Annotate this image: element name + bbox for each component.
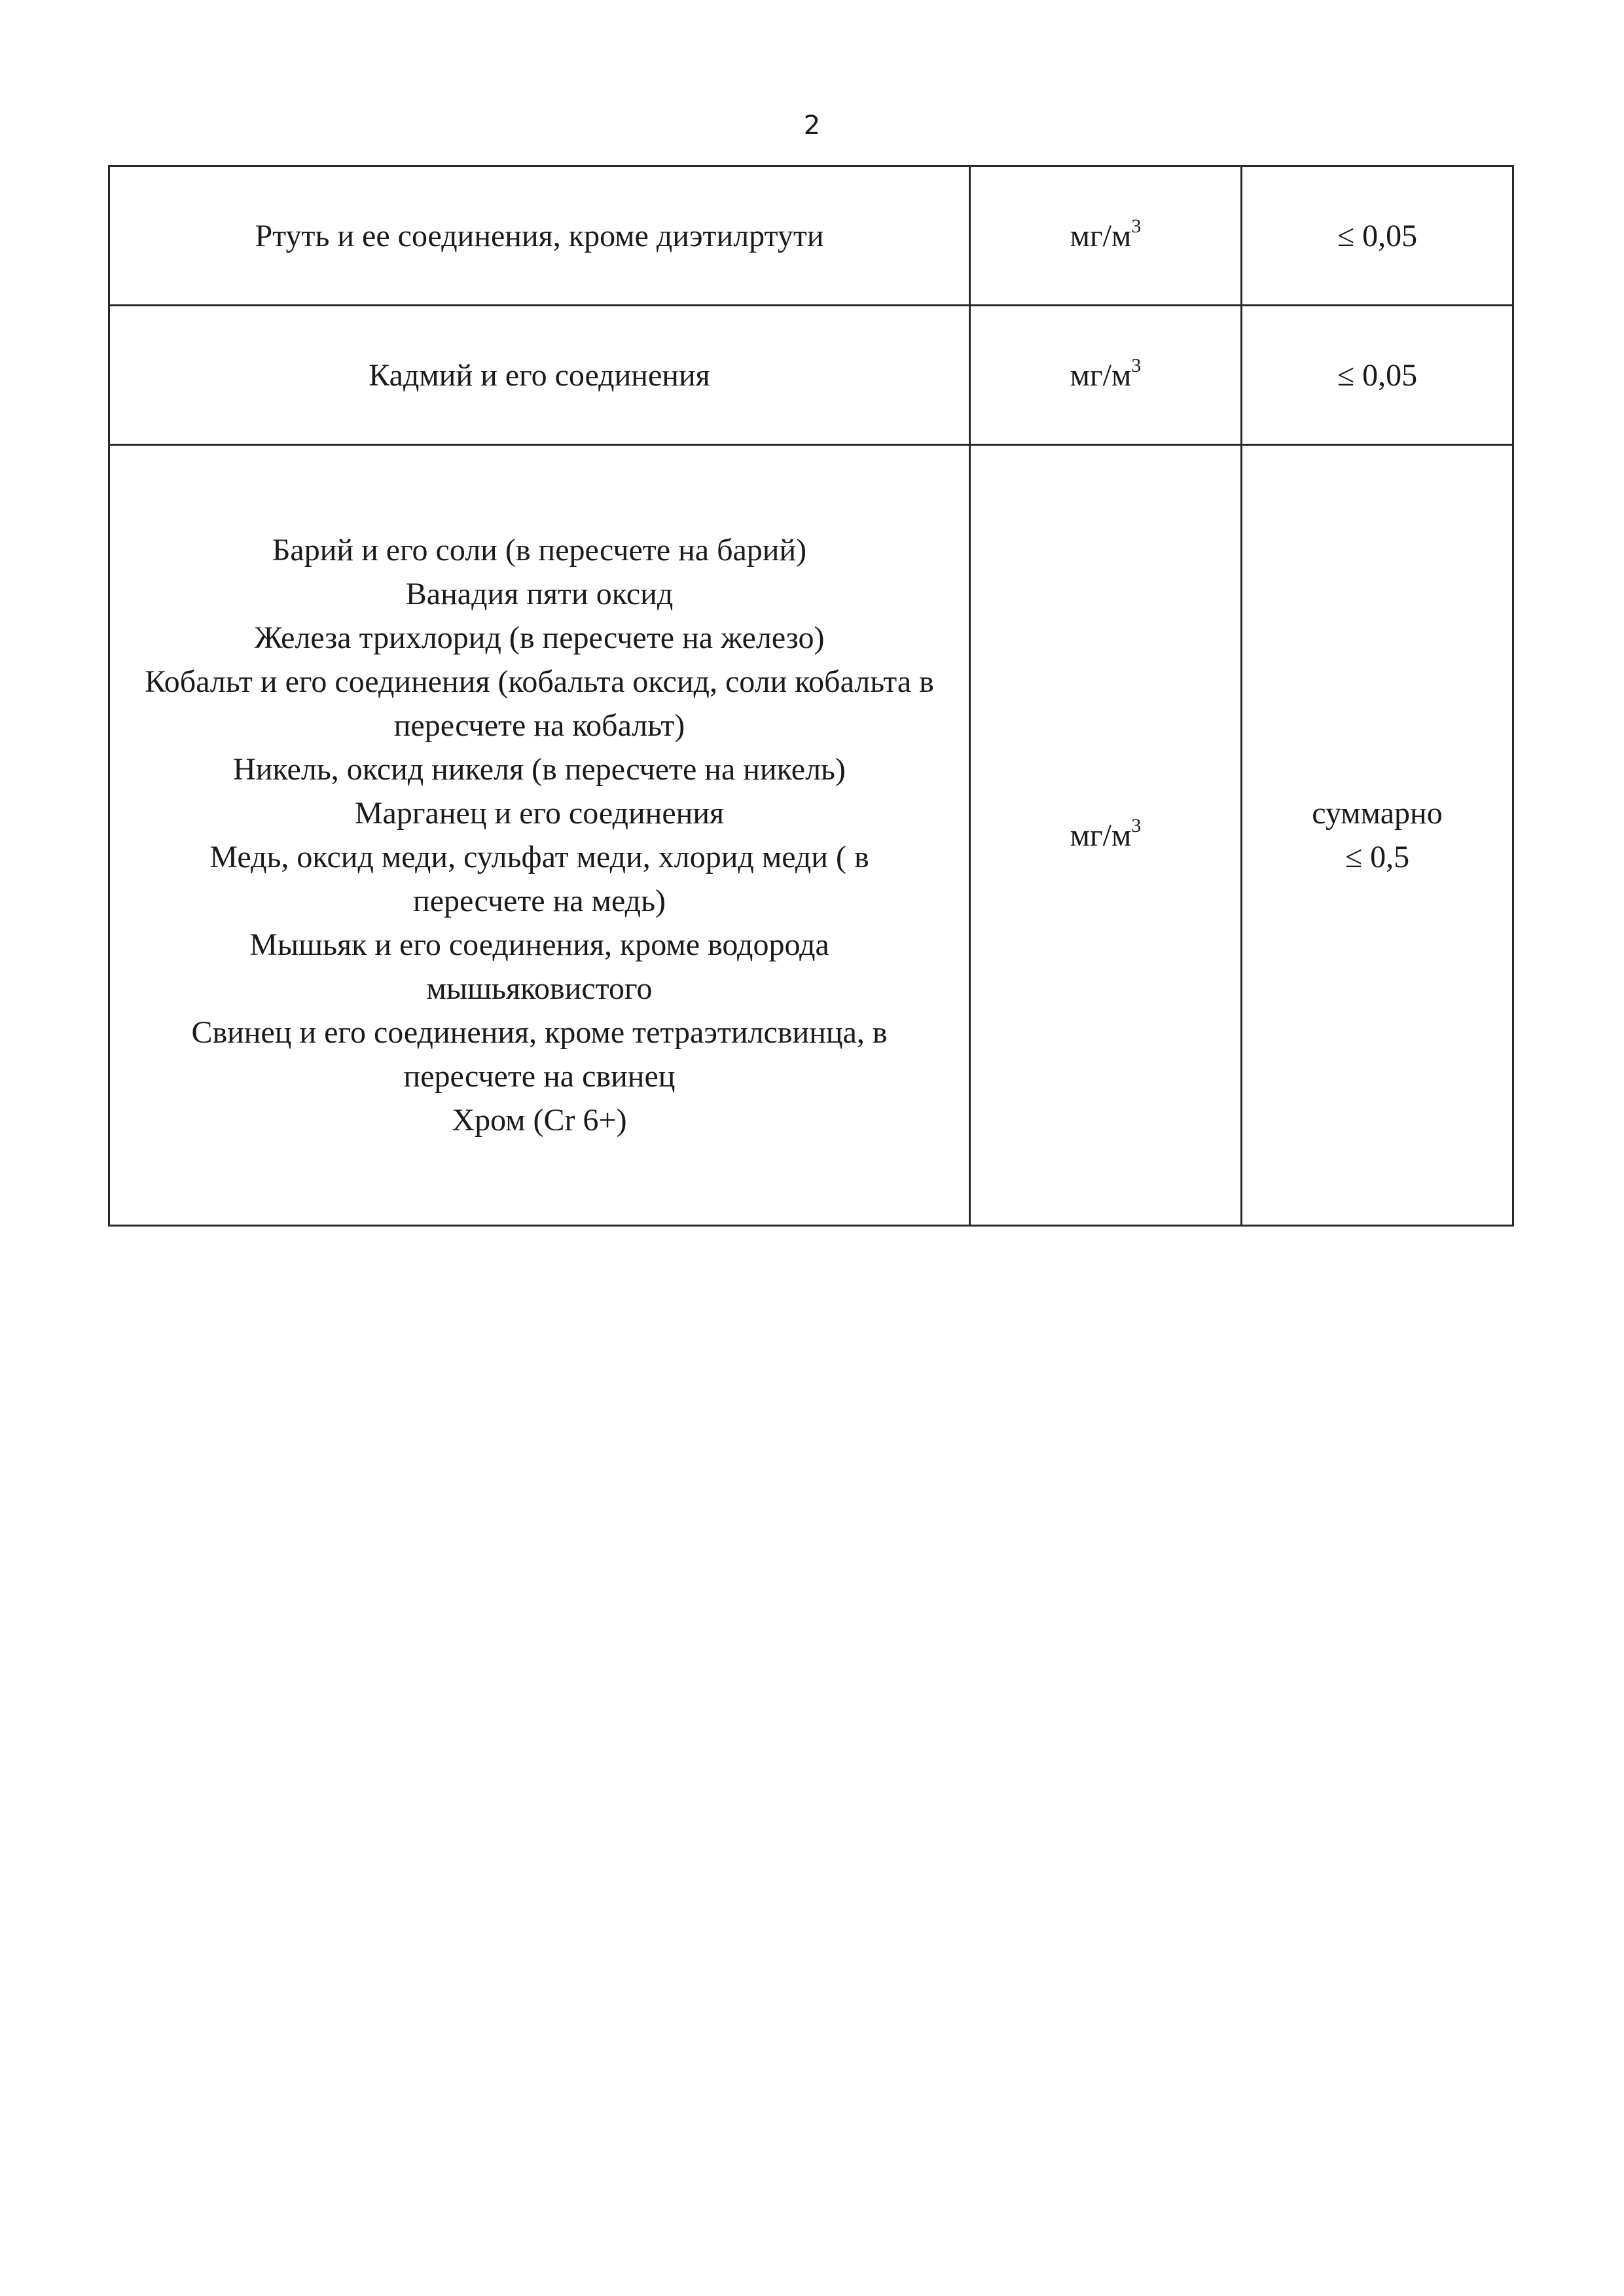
page-number: 2 — [803, 111, 821, 141]
unit-label: $мг/м^3$ — [1070, 814, 1142, 853]
limit-cell — [1242, 306, 1513, 445]
substance-cell — [109, 166, 970, 306]
unit-label: $мг/м^3$ — [1070, 354, 1142, 393]
unit-cell — [970, 166, 1242, 306]
limit-label: суммарно — [1312, 796, 1443, 831]
substance-cell — [109, 306, 970, 445]
substance-name: Железа трихлорид (в пересчете на железо) — [254, 620, 825, 655]
unit-label: $мг/м^3$ — [1070, 215, 1142, 253]
unit-cell — [970, 445, 1242, 1226]
substance-name: Ртуть и ее соединения, кроме диэтилртути — [255, 218, 824, 253]
substance-cell — [109, 445, 970, 1226]
limit-value: ≤ 0,05 — [1337, 357, 1418, 393]
emission-limits-table — [108, 165, 1514, 1227]
substance-name: Кобальт и его соединения (кобальта оксид, соли кобальта в — [145, 664, 934, 699]
table-row — [109, 166, 1513, 306]
table-row — [109, 306, 1513, 445]
substance-name: Никель, оксид никеля (в пересчете на никель) — [233, 752, 846, 787]
substance-name: мышьяковистого — [426, 971, 653, 1006]
substance-name: пересчете на кобальт) — [393, 708, 685, 743]
substance-name: Свинец и его соединения, кроме тетраэтилсвинца, в — [191, 1015, 888, 1050]
limit-cell — [1242, 166, 1513, 306]
table-row — [109, 445, 1513, 1226]
limit-cell — [1242, 445, 1513, 1226]
substance-name: Мышьяк и его соединения, кроме водорода — [249, 927, 829, 962]
substance-name: Ванадия пяти оксид — [405, 577, 674, 611]
substance-name: Хром (Cr 6+) — [452, 1103, 627, 1138]
substance-name: пересчете на свинец — [403, 1059, 676, 1094]
substance-name: Кадмий и его соединения — [369, 357, 710, 393]
substance-name: Марганец и его соединения — [354, 796, 725, 831]
limit-value: ≤ 0,05 — [1337, 218, 1418, 253]
unit-cell — [970, 306, 1242, 445]
substance-name: Медь, оксид меди, сульфат меди, хлорид меди ( в — [209, 840, 869, 874]
limit-value: ≤ 0,5 — [1344, 840, 1410, 874]
substance-name: пересчете на медь) — [413, 884, 666, 918]
substance-name: Барий и его соли (в пересчете на барий) — [272, 533, 807, 567]
